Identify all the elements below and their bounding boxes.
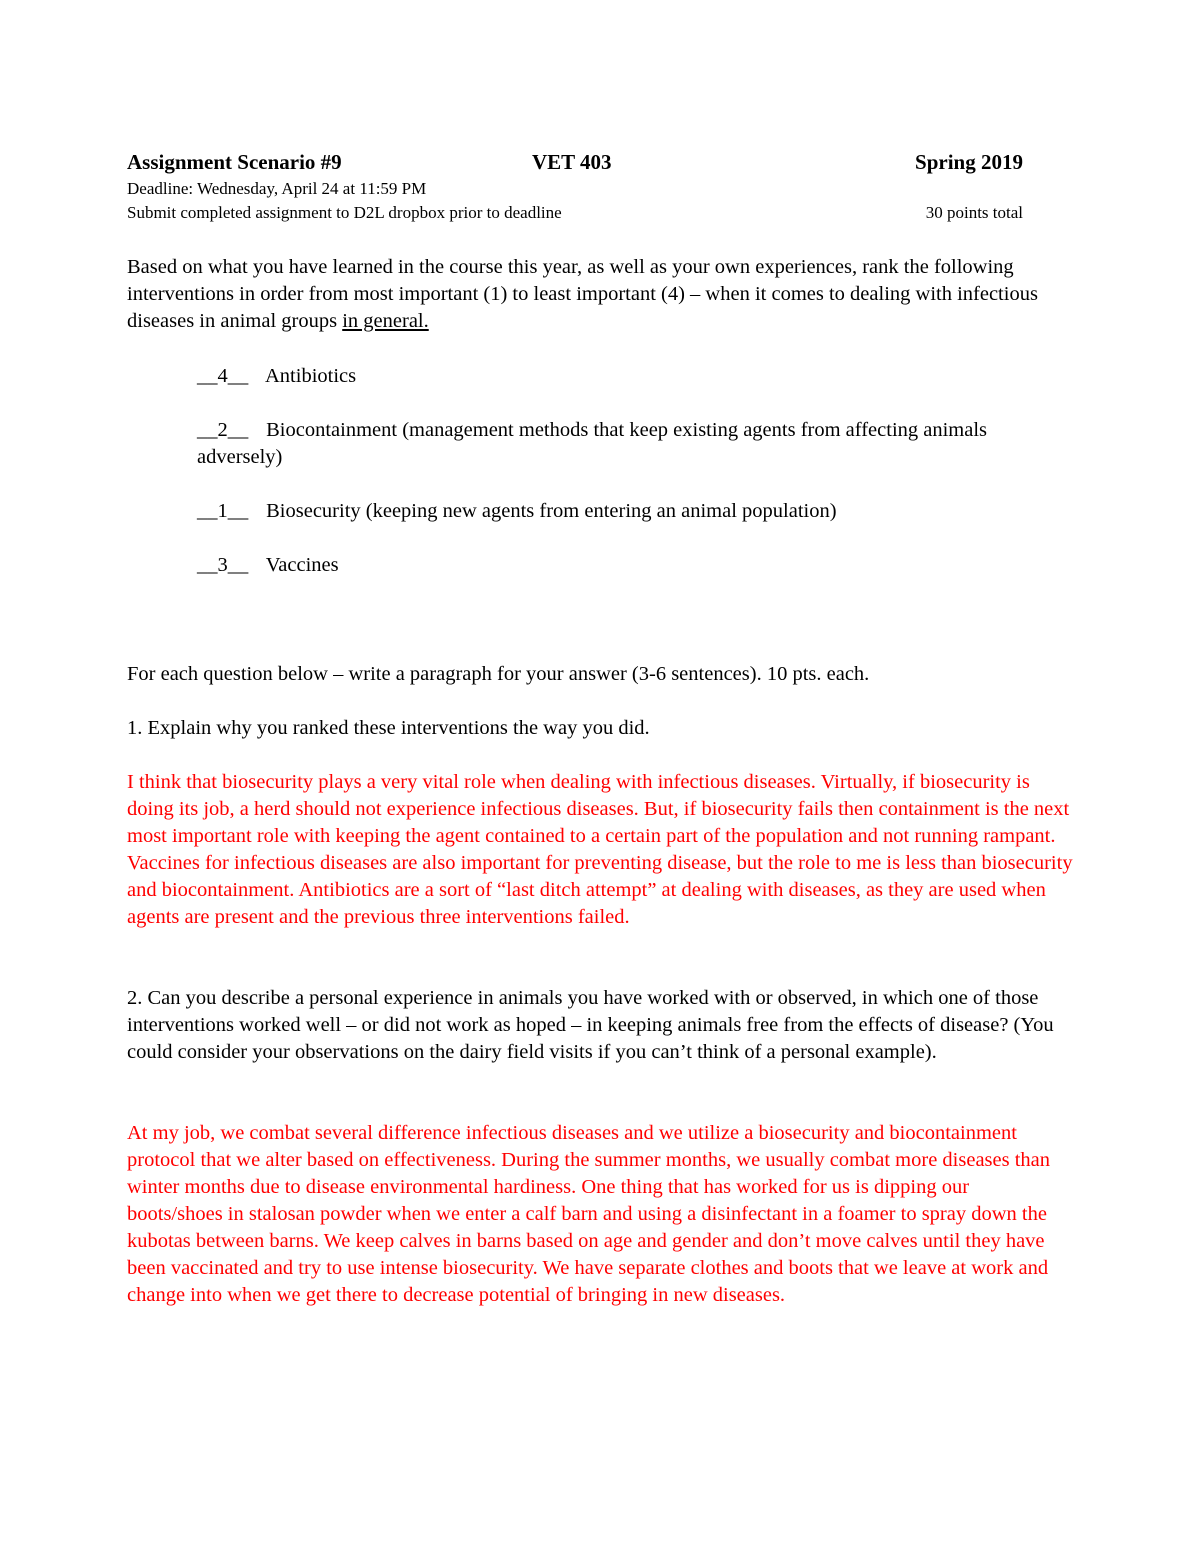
ranking-item — [197, 498, 1027, 525]
course-code: VET 403 — [532, 150, 612, 174]
question-1: 1. Explain why you ranked these interventions the way you did. — [127, 717, 650, 739]
rank-label: Biosecurity (keeping new agents from entering an animal population) — [266, 500, 837, 522]
assignment-title: Assignment Scenario #9 — [127, 150, 342, 174]
rank-label: Vaccines — [265, 554, 339, 576]
rank-blank: __3__ — [197, 554, 249, 576]
rank-blank: __4__ — [197, 365, 249, 387]
answer-1: I think that biosecurity plays a very vital role when dealing with infectious diseases. Virtually, if biosecurity is doing its job, a herd should not experience infectious diseases. But, if biosecurity fails then containment is the next most important role with keeping the agent contained to a certain part of the population and not running rampant. Vaccines for infectious diseases are also important for preventing disease, but the role to me is less than biosecurity and biocontainment. Antibiotics are a sort of “last ditch attempt” at dealing with diseases, as they are used when agents are present and the previous three interventions failed. — [127, 771, 1073, 928]
ranking-item — [197, 417, 1027, 471]
rank-label: Antibiotics — [265, 365, 357, 387]
question-2: 2. Can you describe a personal experience in animals you have worked with or observed, in which one of those interventions worked well – or did not work as hoped – in keeping animals free from the effects of disease? (You could consider your observations on the dairy field visits if you can’t think of a personal example). — [127, 987, 1054, 1063]
rank-blank: __2__ — [197, 419, 249, 441]
ranking-item — [197, 363, 1027, 390]
points-total: 30 points total — [925, 203, 1023, 222]
term: Spring 2019 — [915, 150, 1023, 174]
deadline-text: Deadline: Wednesday, April 24 at 11:59 PM — [127, 179, 427, 198]
rank-label: Biocontainment (management methods that keep existing agents from affecting animals adversely) — [197, 419, 988, 468]
rank-blank: __1__ — [197, 500, 249, 522]
instructions-text: For each question below – write a paragraph for your answer (3-6 sentences). 10 pts. each. — [127, 663, 870, 685]
answer-2: At my job, we combat several difference infectious diseases and we utilize a biosecurity and biocontainment protocol that we alter based on effectiveness. During the summer months, we usually combat more diseases than winter months due to disease environmental hardiness. One thing that has worked for us is dipping our boots/shoes in stalosan powder when we enter a calf barn and using a disinfectant in a foamer to spray down the kubotas between barns. We keep calves in barns based on age and gender and don’t move calves until they have been vaccinated and try to use intense biosecurity. We have separate clothes and boots that we leave at work and change into when we get there to decrease potential of bringing in new diseases. — [127, 1122, 1051, 1306]
intro-emphasis: in general. — [342, 310, 429, 332]
intro-paragraph — [127, 254, 1062, 335]
header-title-row — [127, 150, 1023, 175]
submit-row — [127, 203, 1023, 223]
intro-text: Based on what you have learned in the course this year, as well as your own experiences, rank the following interventions in order from most important (1) to least important (4) – when it comes to dealing with infectious diseases in animal groups — [127, 256, 1038, 332]
submit-instructions: Submit completed assignment to D2L dropbox prior to deadline — [127, 203, 562, 222]
ranking-item — [197, 552, 1027, 579]
